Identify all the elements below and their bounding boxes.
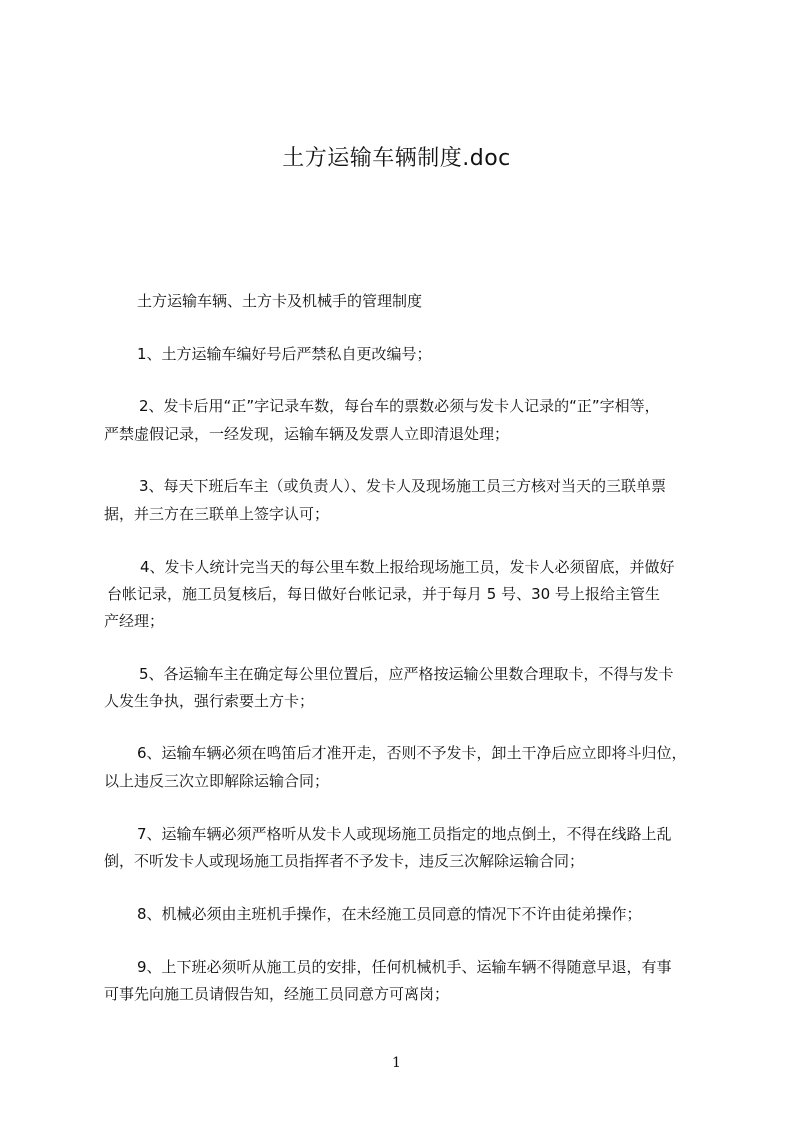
rule-6-line-2: 以上违反三次立即解除运输合同；: [104, 772, 330, 790]
rule-7-line-1: 7、运输车辆必须严格听从发卡人或现场施工员指定的地点倒土，不得在线路上乱: [137, 825, 672, 843]
rule-2-line-1: 2、发卡后用“正”字记录车数，每台车的票数必须与发卡人记录的“正”字相等，: [139, 397, 660, 415]
rule-4-line-2: 台帐记录，施工员复核后，每日做好台帐记录，并于每月 5 号、30 号上报给主管生: [107, 585, 660, 603]
rule-1-line-1: 1、土方运输车编好号后严禁私自更改编号；: [137, 345, 432, 363]
rule-8-line-1: 8、机械必须由主班机手操作，在未经施工员同意的情况下不许由徒弟操作；: [137, 905, 642, 923]
rule-2-line-2: 严禁虚假记录，一经发现，运输车辆及发票人立即清退处理；: [104, 425, 510, 443]
document-title: 土方运输车辆制度.doc: [282, 146, 511, 171]
rule-7-line-2: 倒，不听发卡人或现场施工员指挥者不予发卡，违反三次解除运输合同；: [104, 852, 585, 870]
rule-4-line-3: 产经理；: [104, 612, 165, 630]
rule-3-line-2: 据，并三方在三联单上签字认可；: [104, 505, 330, 523]
rule-3-line-1: 3、每天下班后车主（或负责人）、发卡人及现场施工员三方核对当天的三联单票: [139, 477, 667, 495]
rule-5-line-2: 人发生争执，强行索要土方卡；: [104, 692, 315, 710]
rule-9-line-1: 9、上下班必须听从施工员的安排，任何机械机手、运输车辆不得随意早退，有事: [137, 958, 672, 976]
page-number: 1: [392, 1055, 401, 1071]
section-heading: 土方运输车辆、土方卡及机械手的管理制度: [137, 292, 423, 310]
rule-5-line-1: 5、各运输车主在确定每公里位置后，应严格按运输公里数合理取卡，不得与发卡: [139, 665, 674, 683]
rule-9-line-2: 可事先向施工员请假告知，经施工员同意方可离岗；: [104, 985, 450, 1003]
rule-6-line-1: 6、运输车辆必须在鸣笛后才准开走，否则不予发卡，卸土干净后应立即将斗归位，: [137, 744, 687, 762]
rule-4-line-1: 4、发卡人统计完当天的每公里车数上报给现场施工员，发卡人必须留底，并做好: [140, 558, 675, 576]
